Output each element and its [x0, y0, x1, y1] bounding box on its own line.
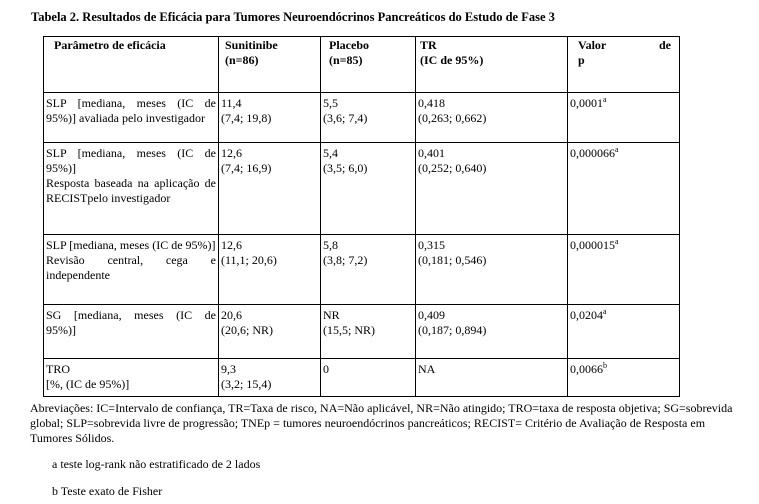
row-sunitinib — [219, 359, 321, 397]
header-placebo-label: Placebo — [329, 38, 369, 52]
row-pvalue-footnote: a — [615, 237, 619, 246]
row-param — [44, 235, 219, 305]
row-placebo-value: NR — [323, 308, 340, 322]
row-pvalue-footnote: a — [603, 307, 607, 316]
row-pvalue-footnote: b — [603, 361, 607, 370]
row-param — [44, 93, 219, 143]
row-pvalue-footnote: a — [603, 95, 607, 104]
row-tr — [416, 359, 568, 397]
row-sunitinib-value: 11,4 — [221, 96, 242, 110]
row-param-line: 95%)] — [46, 323, 76, 337]
row-tr — [416, 235, 568, 305]
row-placebo-ci: (3,5; 6,0) — [323, 161, 368, 175]
row-tr-ci: (0,252; 0,640) — [418, 161, 487, 175]
row-placebo-ci: (3,8; 7,2) — [323, 253, 368, 267]
row-param-line: SLP [mediana, meses (IC de 95%)] — [46, 238, 216, 252]
row-sunitinib-value: 12,6 — [221, 238, 242, 252]
row-pvalue-value: 0,000066 — [570, 146, 615, 160]
row-tr-value: NA — [418, 362, 436, 376]
row-placebo-ci: (15,5; NR) — [323, 323, 375, 337]
header-pvalue-p: p — [578, 53, 585, 67]
header-tr-ci: (IC de 95%) — [420, 53, 484, 67]
row-param — [44, 143, 219, 235]
row-placebo — [321, 93, 416, 143]
table-row — [44, 235, 680, 305]
row-pvalue — [568, 235, 680, 305]
table-row — [44, 143, 680, 235]
row-tr-value: 0,315 — [418, 238, 445, 252]
header-param — [44, 37, 219, 93]
header-param-label: Parâmetro de eficácia — [54, 38, 166, 52]
row-pvalue — [568, 305, 680, 359]
row-tr — [416, 305, 568, 359]
header-placebo-n: (n=85) — [329, 53, 363, 67]
header-sunitinib-label: Sunitinibe — [225, 38, 278, 52]
row-tr-ci: (0,181; 0,546) — [418, 253, 487, 267]
row-param-line: RECISTpelo investigador — [46, 191, 171, 205]
row-pvalue — [568, 359, 680, 397]
row-sunitinib-ci: (7,4; 16,9) — [221, 161, 272, 175]
abbreviations-note: Abreviações: IC=Intervalo de confiança, TR=Taxa de risco, NA=Não aplicável, NR=Não atingido; TRO=taxa de resposta objetiva; SG=sobrevida global; SLP=sobrevida livre de progressão; TNEp = tumores neuroendócrinos pancreáticos; RECIST= Critério de Avaliação de Resposta em Tumores Sólidos. — [30, 401, 733, 445]
table-row — [44, 93, 680, 143]
header-pvalue-word: Valor — [578, 38, 607, 52]
table-header-row — [44, 37, 680, 93]
row-sunitinib — [219, 143, 321, 235]
row-sunitinib-ci: (7,4; 19,8) — [221, 111, 272, 125]
row-sunitinib — [219, 235, 321, 305]
row-pvalue-value: 0,0066 — [570, 362, 603, 376]
row-tr — [416, 143, 568, 235]
row-param-line: Resposta baseada na aplicação de — [46, 176, 216, 190]
row-sunitinib-value: 12,6 — [221, 146, 242, 160]
row-tr-ci: (0,187; 0,894) — [418, 323, 487, 337]
row-param-line: SLP [mediana, meses (IC de — [46, 96, 216, 110]
table-title: Tabela 2. Resultados de Eficácia para Tumores Neuroendócrinos Pancreáticos do Estudo de Fase 3 — [31, 10, 555, 24]
row-param-line: Revisão central, cega e — [46, 253, 216, 267]
row-param — [44, 305, 219, 359]
header-pvalue — [568, 37, 680, 93]
header-pvalue-de: de — [659, 38, 671, 52]
header-sunitinib — [219, 37, 321, 93]
row-param — [44, 359, 219, 397]
row-pvalue — [568, 143, 680, 235]
header-tr — [416, 37, 568, 93]
header-placebo — [321, 37, 416, 93]
row-pvalue-footnote: a — [615, 145, 619, 154]
header-pvalue-line1 — [578, 38, 677, 53]
row-sunitinib-value: 20,6 — [221, 308, 242, 322]
row-placebo-value: 0 — [323, 362, 329, 376]
row-placebo — [321, 359, 416, 397]
table-row — [44, 359, 680, 397]
row-sunitinib-ci: (11,1; 20,6) — [221, 253, 277, 267]
row-pvalue-value: 0,0204 — [570, 308, 603, 322]
row-param-line: SLP [mediana, meses (IC de — [46, 146, 216, 160]
row-sunitinib — [219, 305, 321, 359]
row-placebo — [321, 143, 416, 235]
efficacy-table — [43, 36, 680, 397]
row-placebo — [321, 235, 416, 305]
row-sunitinib-ci: (3,2; 15,4) — [221, 377, 272, 391]
row-pvalue — [568, 93, 680, 143]
row-param-line: 95%)] avaliada pelo investigador — [46, 111, 205, 125]
row-placebo-value: 5,4 — [323, 146, 338, 160]
row-placebo — [321, 305, 416, 359]
footnote-b: b Teste exato de Fisher — [52, 484, 163, 498]
row-pvalue-value: 0,0001 — [570, 96, 603, 110]
row-sunitinib-ci: (20,6; NR) — [221, 323, 273, 337]
header-tr-label: TR — [420, 38, 437, 52]
row-sunitinib-value: 9,3 — [221, 362, 236, 376]
row-placebo-value: 5,8 — [323, 238, 338, 252]
row-tr-value: 0,409 — [418, 308, 445, 322]
row-placebo-ci: (3,6; 7,4) — [323, 111, 368, 125]
table-row — [44, 305, 680, 359]
header-sunitinib-n: (n=86) — [225, 53, 259, 67]
row-tr — [416, 93, 568, 143]
row-param-line: 95%)] — [46, 161, 76, 175]
row-placebo-value: 5,5 — [323, 96, 338, 110]
row-tr-value: 0,418 — [418, 96, 445, 110]
row-pvalue-value: 0,000015 — [570, 238, 615, 252]
row-sunitinib — [219, 93, 321, 143]
footnote-a: a teste log-rank não estratificado de 2 lados — [52, 457, 261, 471]
row-tr-value: 0,401 — [418, 146, 445, 160]
row-param-line: TRO — [46, 362, 70, 376]
row-param-line: SG [mediana, meses (IC de — [46, 308, 216, 322]
row-tr-ci: (0,263; 0,662) — [418, 111, 487, 125]
row-param-line: [%, (IC de 95%)] — [46, 377, 130, 391]
row-param-line: independente — [46, 268, 110, 282]
